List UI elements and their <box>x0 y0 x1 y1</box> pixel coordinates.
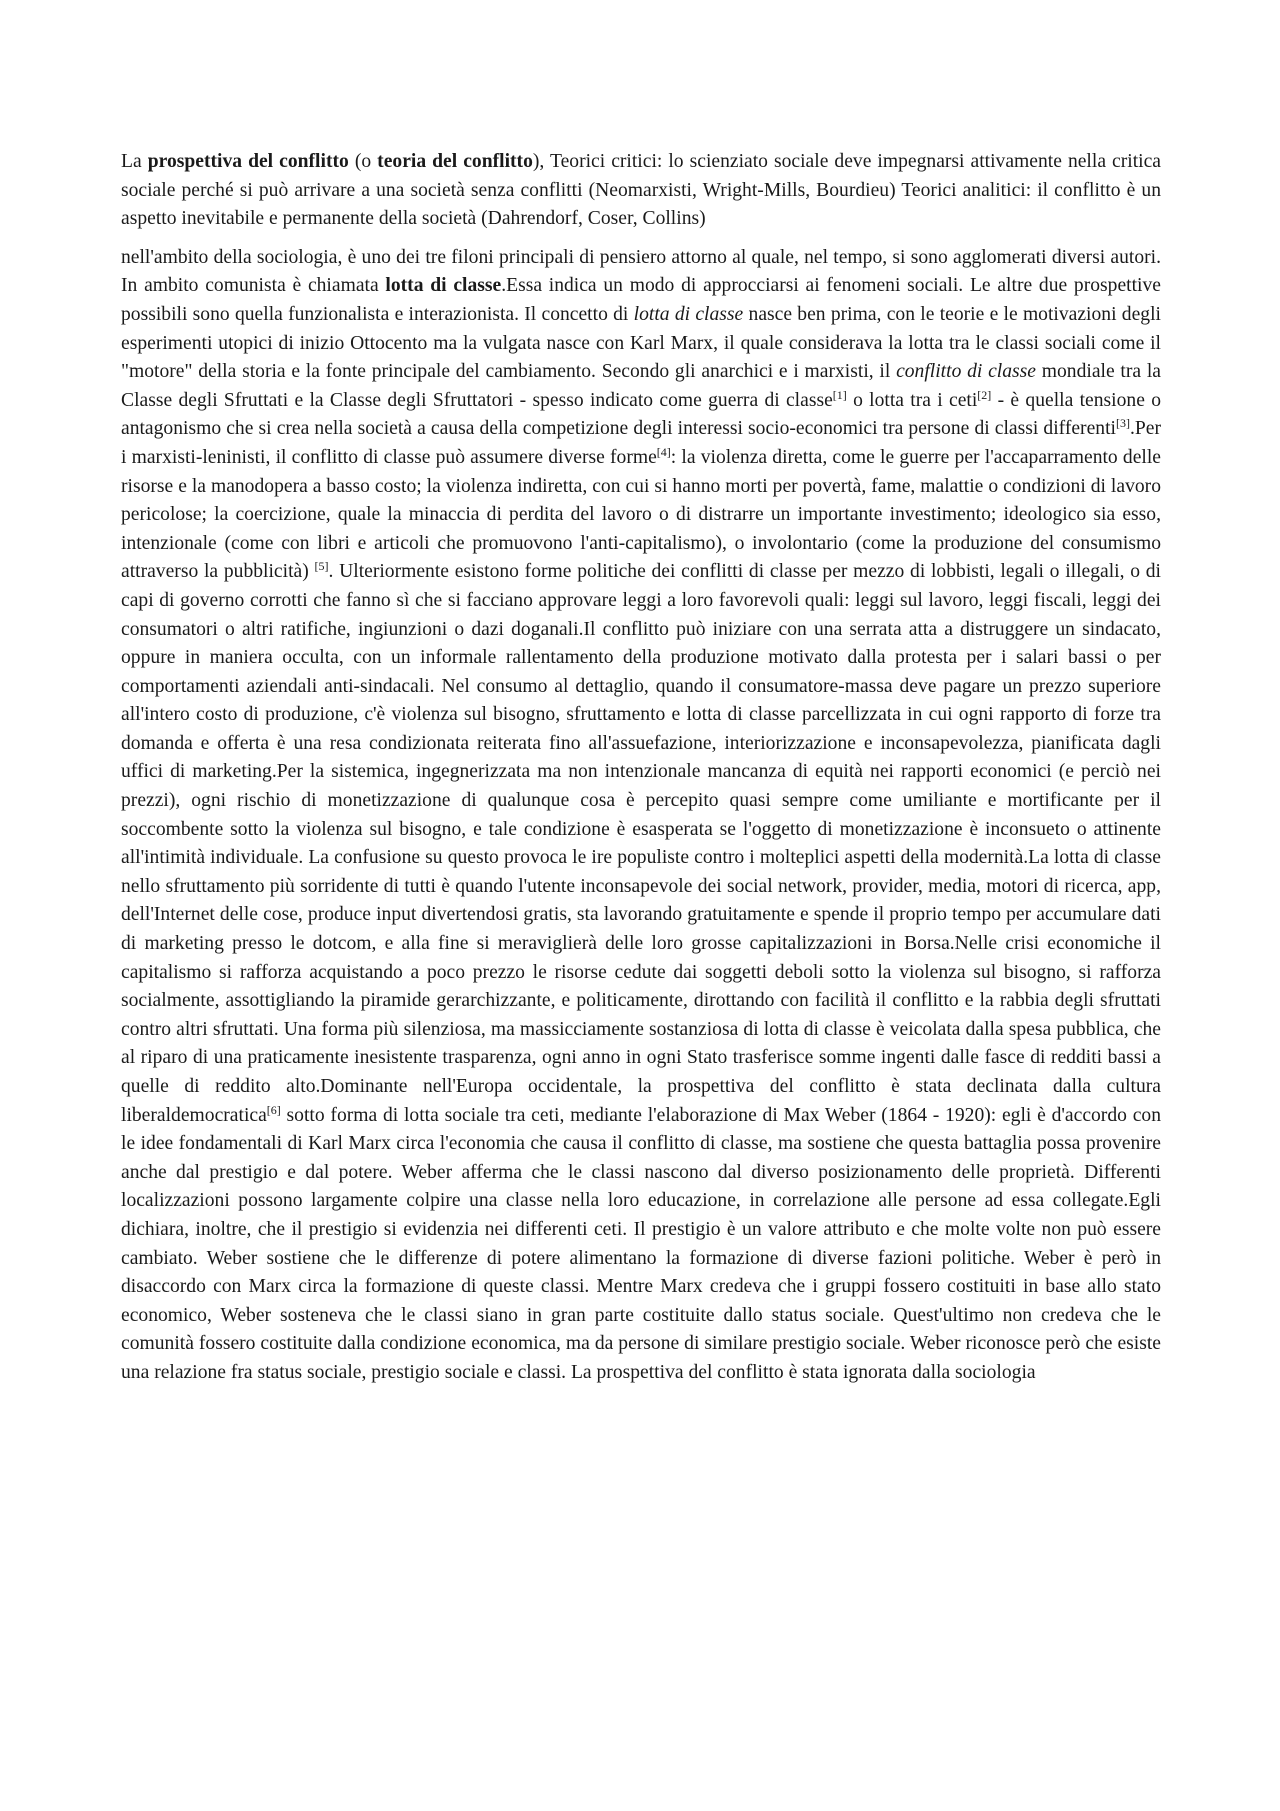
bold-term: teoria del conflitto <box>377 151 533 172</box>
italic-term: lotta di classe <box>633 303 744 325</box>
text-run: ), Teorici critici: lo scienziato sociale deve impegnarsi attivamente nella critica sociale perché si può arrivare a una società senza conflitti (Neomarxisti, Wright-Mills, Bourdieu) Teorici analitici: il conflitto è un aspetto inevitabile e permanente della società (Dahrendorf, Coser, Collins) <box>121 151 1161 230</box>
text-run: - è quella tensione o antagonismo che si crea nella società a causa della competizione degli interessi socio-economici tra persone di classi differenti <box>121 389 1161 440</box>
text-run: : la violenza diretta, come le guerre per l'accaparramento delle risorse e la manodopera a basso costo; la violenza indiretta, con cui si hanno morti per povertà, fame, malattie o condizioni di lavoro pericolose; la coercizione, quale la minaccia di perdita del lavoro o di distrarre un importante investimento; ideologico sia esso, intenzionale (come con libri e articoli che promuovono l'anti-capitalismo), o involontario (come la produzione del consumismo attraverso la pubblicità) <box>121 446 1161 583</box>
italic-term: conflitto di classe <box>896 361 1036 383</box>
footnote-ref: [4] <box>656 444 671 459</box>
bold-term: prospettiva del conflitto <box>147 151 349 172</box>
text-run: La <box>121 151 148 172</box>
document-page <box>121 148 1161 1398</box>
text-run: .Per i marxisti-leninisti, il conflitto di classe può assumere diverse forme <box>121 418 1161 468</box>
text-run: . Ulteriormente esistono forme politiche dei conflitti di classe per mezzo di lobbisti, legali o illegali, o di capi di governo corrotti che fanno sì che si facciano approvare leggi a loro favorevoli quali: leggi sul lavoro, leggi fiscali, leggi dei consumatori o altri ratifiche, ingiunzioni o dazi doganali.Il conflitto può iniziare con una serrata atta a distruggere un sindacato, oppure in maniera occulta, con un informale rallentamento della produzione motivato dalla protesta per i salari bassi o per comportamenti aziendali anti-sindacali. Nel consumo al dettaglio, quando il consumatore-massa deve pagare un prezzo superiore all'intero costo di produzione, c'è violenza sul bisogno, sfruttamento e lotta di classe parcellizzata in cui ogni rapporto di forze tra domanda e offerta è una resa condizionata reiterata fino all'assuefazione, interiorizzazione e inconsapevolezza, pianificata dagli uffici di marketing.Per la sistemica, ingegnerizzata ma non intenzionale mancanza di equità nei rapporti economici (e perciò nei prezzi), ogni rischio di monetizzazione di qualunque cosa è percepito quasi sempre come umiliante e mortificante per il soccombente sotto la violenza sul bisogno, e tale condizione è esasperata se l'oggetto di monetizzazione è inconsueto o attinente all'intimità individuale. La confusione su questo provoca le ire populiste contro i molteplici aspetti della modernità.La lotta di classe nello sfruttamento più sorridente di tutti è quando l'utente inconsapevole dei social network, provider, media, motori di ricerca, app, dell'Internet delle cose, produce input divertendosi gratis, sta lavorando gratuitamente e spende il proprio tempo per accumulare dati di marketing presso le dotcom, e alla fine si meraviglierà delle loro grosse capitalizzazioni in Borsa.Nelle crisi economiche il capitalismo si rafforza acquistando a poco prezzo le risorse cedute dai soggetti deboli sotto la violenza sul bisogno, si rafforza socialmente, assottigliando la piramide gerarchizzante, e politicamente, dirottando con facilità il conflitto e la rabbia degli sfruttati contro altri sfruttati. Una forma più silenziosa, ma massicciamente sostanziosa di lotta di classe è veicolata dalla spesa pubblica, che al riparo di una praticamente inesistente trasparenza, ogni anno in ogni Stato trasferisce somme ingenti dalle fasce di redditi bassi a quelle di reddito alto.Dominante nell'Europa occidentale, la prospettiva del conflitto è stata declinata dalla cultura liberaldemocratica <box>121 561 1162 1126</box>
text-run: mondiale tra la Classe degli Sfruttati e la Classe degli Sfruttatori - spesso indicato come guerra di classe <box>121 361 1161 411</box>
bold-term: lotta di classe <box>385 275 502 297</box>
text-run: nell'ambito della sociologia, è uno dei tre filoni principali di pensiero attorno al quale, nel tempo, si sono agglomerati diversi autori. In ambito comunista è chiamata <box>121 246 1161 297</box>
paragraph-intro <box>121 148 1161 234</box>
footnote-ref: [6] <box>266 1102 281 1117</box>
footnote-ref: [2] <box>977 387 992 402</box>
paragraph-body <box>121 244 1161 1388</box>
text-run: sotto forma di lotta sociale tra ceti, mediante l'elaborazione di Max Weber (1864 - 1920): egli è d'accordo con le idee fondamentali di Karl Marx circa l'economia che causa il conflitto di classe, ma sostiene che questa battaglia possa provenire anche dal prestigio e dal potere. Weber afferma che le classi nascono dal diverso posizionamento delle proprietà. Differenti localizzazioni possono largamente colpire una classe nella loro educazione, in correlazione alle persone ad essa collegate.Egli dichiara, inoltre, che il prestigio si evidenzia nei differenti ceti. Il prestigio è un valore attributo e che molte volte non può essere cambiato. Weber sostiene che le differenze di potere alimentano la formazione di diverse fazioni politiche. Weber è però in disaccordo con Marx circa la formazione di queste classi. Mentre Marx credeva che i gruppi fossero costituiti in base allo stato economico, Weber sosteneva che le classi siano in gran parte costituite dallo status sociale. Quest'ultimo non credeva che le comunità fossero costituite dalla condizione economica, ma da persone di similare prestigio sociale. Weber riconosce però che esiste una relazione fra status sociale, prestigio sociale e classi. La prospettiva del conflitto è stata ignorata dalla sociologia <box>121 1104 1161 1383</box>
text-run: o lotta tra i ceti <box>846 389 978 411</box>
footnote-ref: [3] <box>1115 416 1130 431</box>
text-run: nasce ben prima, con le teorie e le motivazioni degli esperimenti utopici di inizio Ottocento ma la vulgata nasce con Karl Marx, il quale considerava la lotta tra le classi sociali come il "motore" della storia e la fonte principale del cambiamento. Secondo gli anarchici e i marxisti, il <box>121 303 1161 383</box>
text-run: .Essa indica un modo di approcciarsi ai fenomeni sociali. Le altre due prospettive possibili sono quella funzionalista e interazionista. Il concetto di <box>121 275 1161 325</box>
footnote-ref: [5] <box>314 559 329 574</box>
text-run: (o <box>348 151 378 172</box>
footnote-ref: [1] <box>832 387 847 402</box>
